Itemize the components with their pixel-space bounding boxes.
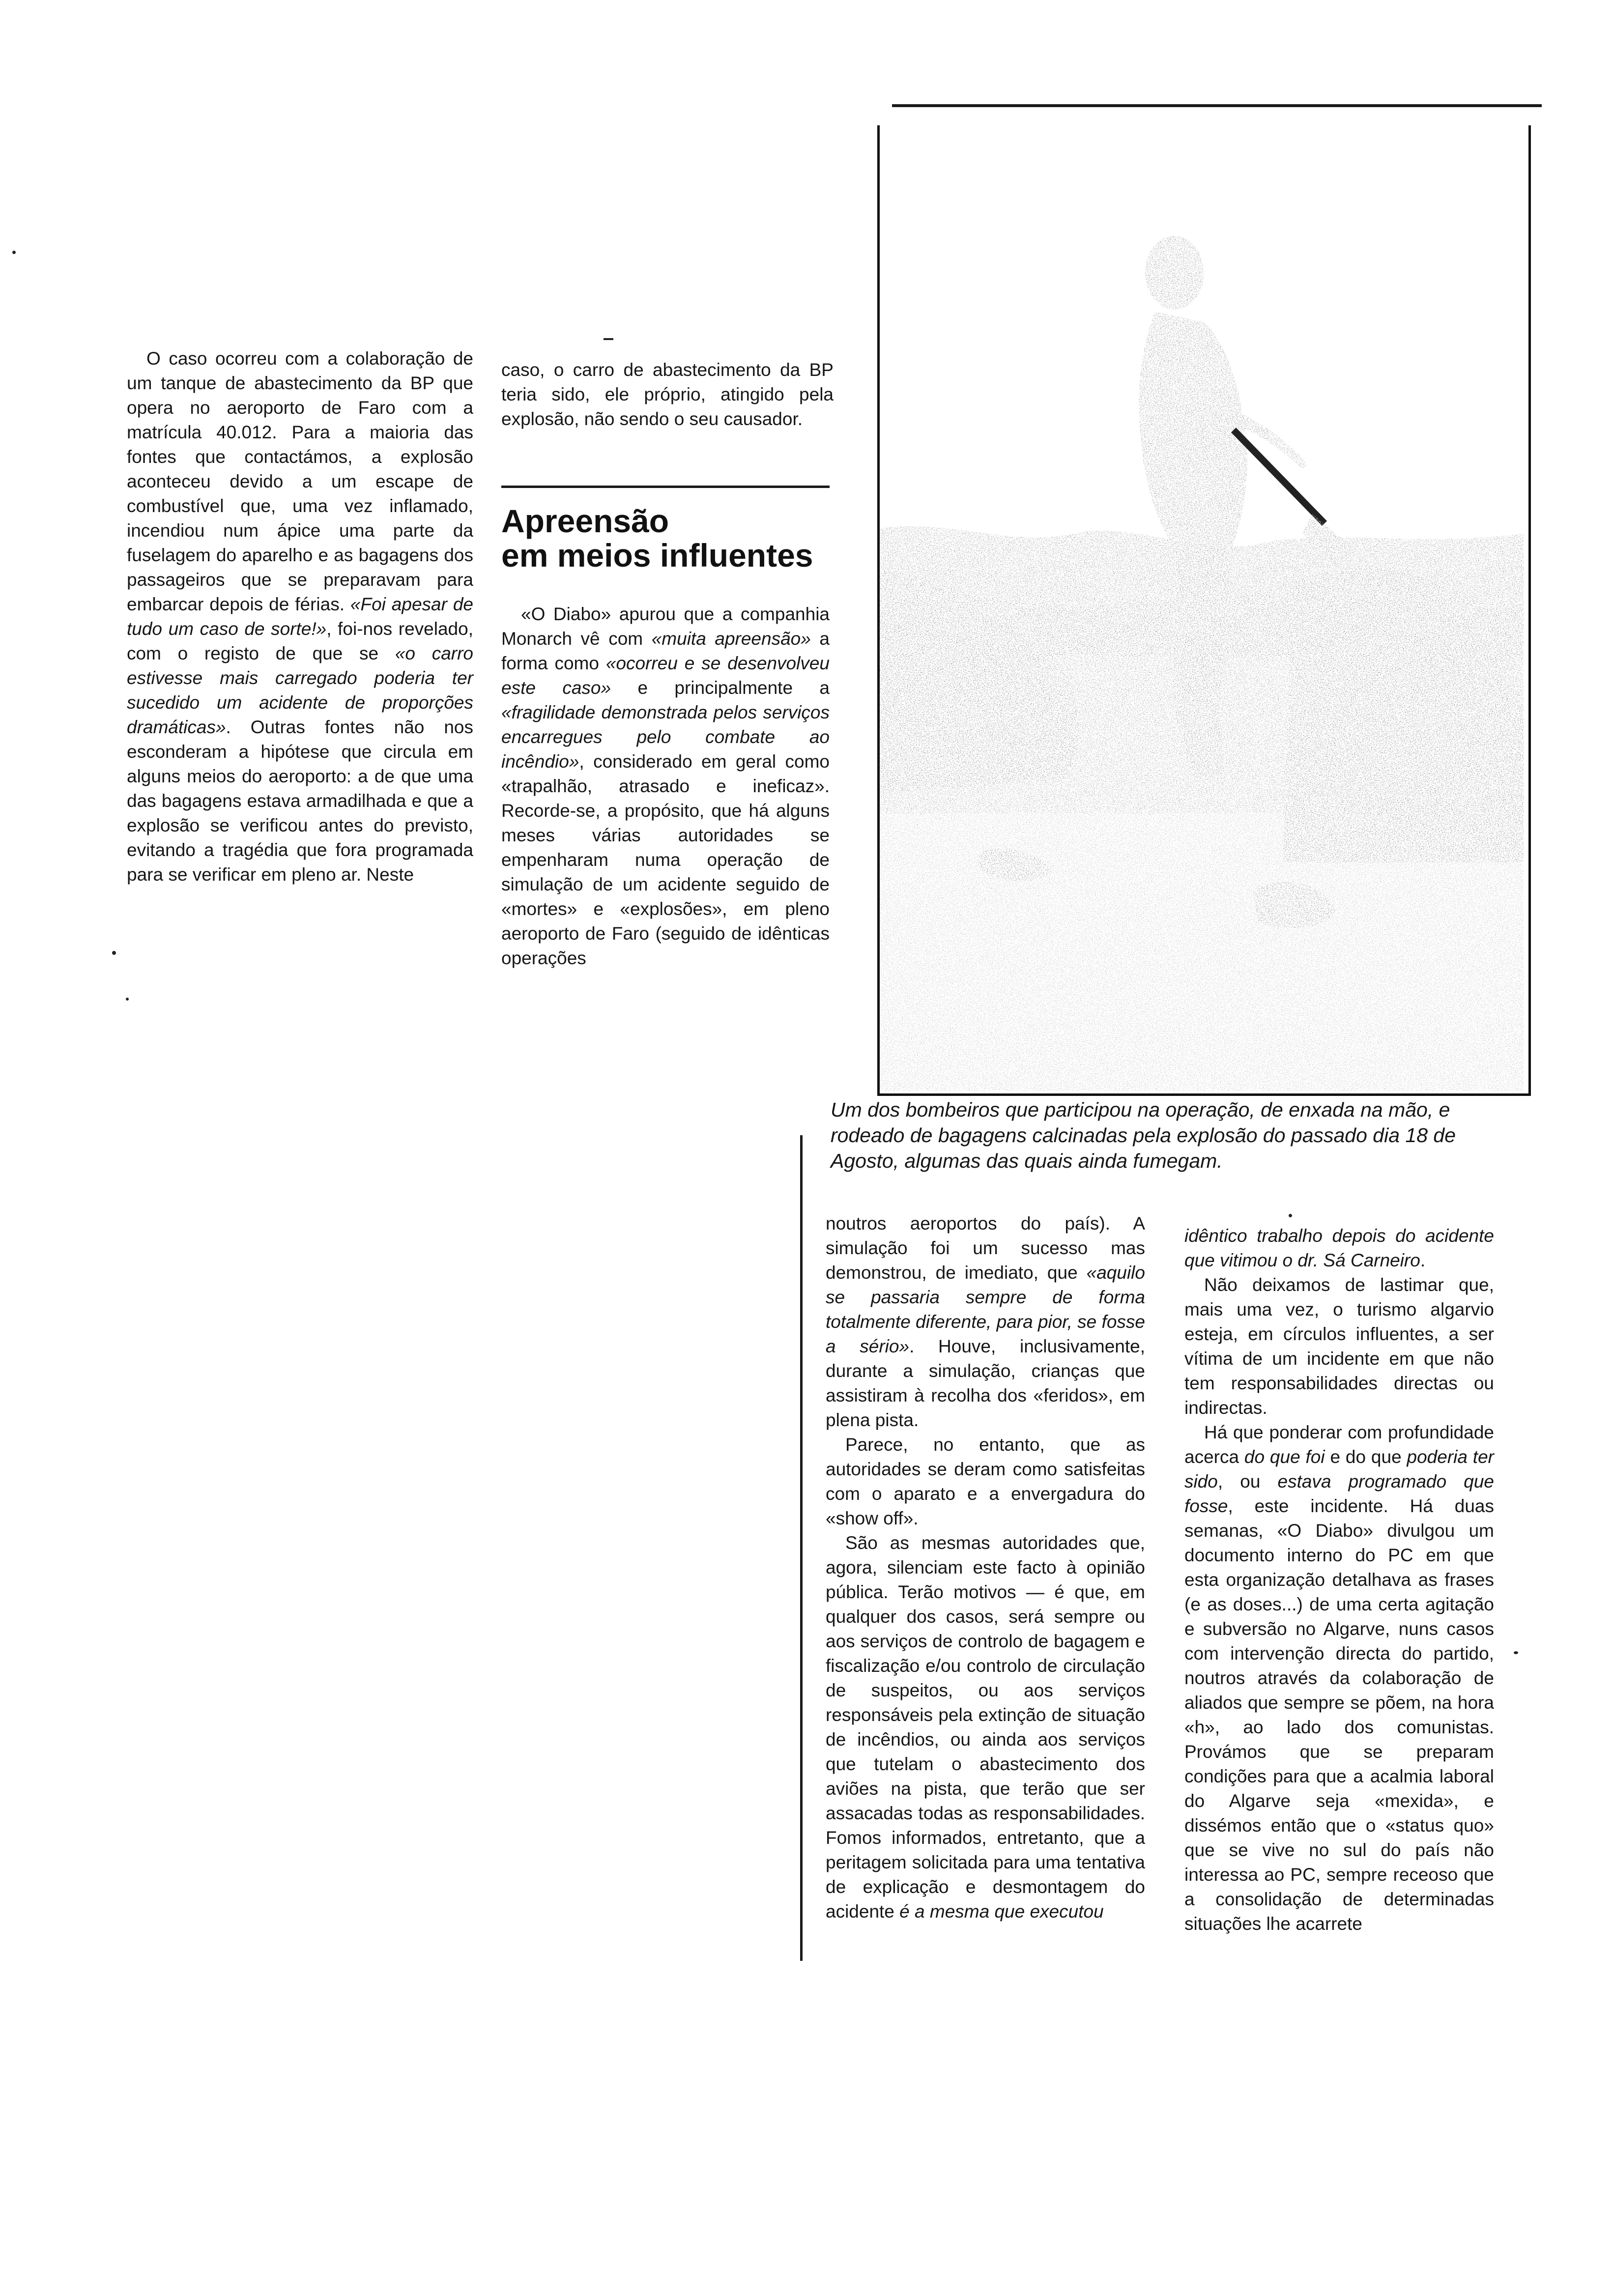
scan-speck: [604, 338, 613, 340]
scan-speck: [126, 998, 129, 1001]
scan-speck: [12, 251, 16, 254]
paragraph: São as mesmas autoridades que, agora, silenciam este facto à opinião pública. Terão motivos — é que, em qualquer dos casos, será sempre ou aos serviços de controlo de bagagem e fiscalização e/ou controlo de circulação de suspeitos, ou aos serviços responsáveis pela extinção de situação de incêndios, ou ainda aos serviços que tutelam o abastecimento dos aviões na pista, que terão que ser assacadas todas as responsabilidades. Fomos informados, entretanto, que a peritagem solicitada para uma tentativa de explicação e desmontagem do acidente é a mesma que executou: [826, 1533, 1145, 1922]
news-photo: [877, 125, 1531, 1096]
scan-speck: [1289, 1214, 1292, 1217]
firefighter-photo-image: [880, 125, 1524, 1091]
paragraph: Parece, no entanto, que as autoridades se deram como satisfeitas com o aparato e a envergadura do «show off».: [826, 1435, 1145, 1528]
paragraph: idêntico trabalho depois do acidente que vitimou o dr. Sá Carneiro.: [1184, 1226, 1494, 1270]
paragraph: «O Diabo» apurou que a companhia Monarch vê com «muita apreensão» a forma como «ocorreu e se desenvolveu este caso» e principalmente a «fragilidade demonstrada pelos serviços encarregues pelo combate ao incêndio», considerado em geral como «trapalhão, atrasado e ineficaz». Recorde-se, a propósito, que há alguns meses várias autoridades se empenharam numa operação de simulação de um acidente seguido de «mortes» e «explosões», em pleno aeroporto de Faro (seguido de idênticas operações: [501, 604, 830, 968]
scan-speck: [1514, 1651, 1518, 1654]
paragraph: caso, o carro de abastecimento da BP teria sido, ele próprio, atingido pela explosão, não sendo o seu causador.: [501, 360, 834, 429]
article-column-3: [826, 1211, 1145, 1924]
heading-line-2: em meios influentes: [501, 537, 813, 574]
heading-line-1: Apreensão: [501, 503, 669, 539]
top-rule: [892, 104, 1542, 107]
paragraph: O caso ocorreu com a colaboração de um tanque de abastecimento da BP que opera no aeroporto de Faro com a matrícula 40.012. Para a maioria das fontes que contactámos, a explosão aconteceu devido a um escape de combustível que, uma vez inflamado, incendiou num ápice uma parte da fuselagem do aparelho e as bagagens dos passageiros que se preparavam para embarcar depois de férias. «Foi apesar de tudo um caso de sorte!», foi-nos revelado, com o registo de que se «o carro estivesse mais carregado poderia ter sucedido um acidente de proporções dramáticas». Outras fontes não nos esconderam a hipótese que circula em alguns meios do aeroporto: a de que uma das bagagens estava armadilhada e que a explosão se verificou antes do previsto, evitando a tragédia que fora programada para se verificar em pleno ar. Neste: [127, 348, 474, 885]
caption-margin-rule: [800, 1135, 803, 1961]
section-heading: [501, 504, 813, 573]
paragraph: noutros aeroportos do país). A simulação foi um sucesso mas demonstrou, de imediato, que «aquilo se passaria sempre de forma totalmente diferente, para pior, se fosse a sério». Houve, inclusivamente, durante a simulação, crianças que assistiram à recolha dos «feridos», em plena pista.: [826, 1213, 1145, 1430]
article-column-1: [127, 346, 473, 887]
article-column-2-top: [501, 358, 834, 431]
scan-speck: [112, 951, 116, 955]
article-column-2: [501, 602, 830, 971]
paragraph: Há que ponderar com profundidade acerca do que foi e do que poderia ter sido, ou estava programado que fosse, este incidente. Há duas semanas, «O Diabo» divulgou um documento interno do PC em que esta organização detalhava as frases (e as doses...) de uma certa agitação e subversão no Algarve, nuns casos com intervenção directa do partido, noutros através da colaboração de aliados que sempre se põem, na hora «h», ao lado dos comunistas. Provámos que se preparam condições para que a acalmia laboral do Algarve seja «mexida», e dissémos então que o «status quo» que se vive no sul do país não interessa ao PC, sempre receoso que a consolidação de determinadas situações lhe acarrete: [1184, 1422, 1495, 1934]
article-column-4: [1184, 1224, 1494, 1936]
section-rule: [501, 486, 830, 488]
paragraph: Não deixamos de lastimar que, mais uma vez, o turismo algarvio esteja, em círculos influentes, a ser vítima de um incidente em que não tem responsabilidades directas ou indirectas.: [1184, 1275, 1494, 1418]
photo-caption: Um dos bombeiros que participou na operação, de enxada na mão, e rodeado de bagagens calcinadas pela explosão do passado dia 18 de Agosto, algumas das quais ainda fumegam.: [831, 1098, 1456, 1172]
